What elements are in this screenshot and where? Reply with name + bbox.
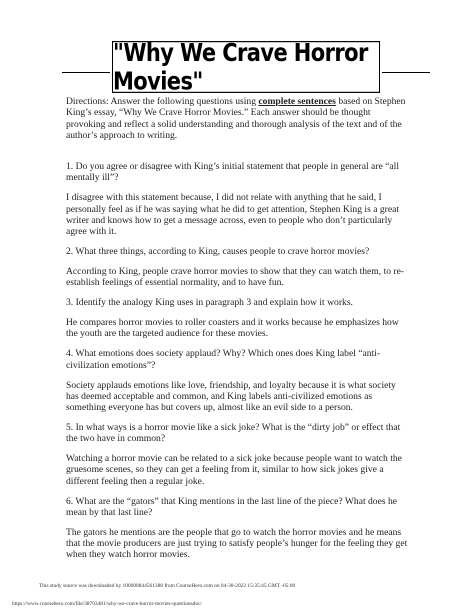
directions-emphasis: complete sentences — [258, 96, 336, 107]
directions-prefix: Directions: Answer the following questions using — [66, 96, 259, 107]
download-notice: This study source was downloaded by 100000844561388 from CourseHero.com on 04-30-2022 15:35:45 GMT -05:00 — [39, 583, 296, 589]
question-1: 1. Do you agree or disagree with King’s initial statement that people in general are “all mentally ill”? — [66, 161, 400, 184]
answer-5: Watching a horror movie can be related to a sick joke because people want to watch the gruesome scenes, so they can get a feeling from it, similar to how sick jokes give a different feeling then a regular joke. — [66, 453, 402, 487]
answer-3: He compares horror movies to roller coasters and it works because he emphasizes how the youth are the targeted audience for these movies. — [66, 317, 399, 340]
source-url-link[interactable]: https://www.coursehero.com/file/38703481/why-we-crave-horror-movies-questionsdoc/ — [12, 601, 202, 607]
document-body — [66, 96, 411, 569]
answer-1: I disagree with this statement because, I did not relate with anything that he said, I personally feel as if he was saying what he did to get attention, Stephen King is a great writer and knows how to get a message across, even to people who don’t particularly agree with it. — [66, 192, 400, 238]
title-rule-left — [62, 72, 110, 73]
answer-6: The gators he mentions are the people that go to watch the horror movies and he means that the movie producers are just trying to satisfy people’s hunger for the feeling they get when they watch horror movies. — [66, 526, 408, 561]
document-title: "Why We Crave Horror Movies" — [112, 41, 380, 93]
title-banner — [0, 38, 474, 98]
question-6: 6. What are the “gators” that King mentions in the last line of the piece? What does he mean by that last line? — [66, 495, 398, 518]
question-5: 5. In what ways is a horror movie like a sick joke? What is the “dirty job” or effect that the two have in common? — [66, 421, 401, 445]
directions-suffix: based on Stephen King’s essay, “Why We Crave Horror Movies.” Each answer should be thought provoking and reflect a solid understanding and thorough analysis of the text and of the author’s approach to writing. — [66, 96, 406, 141]
question-4: 4. What emotions does society applaud? Why? Which ones does King label “anti-civilization emotions”? — [66, 348, 381, 371]
question-2: 2. What three things, according to King, causes people to crave horror movies? — [66, 246, 370, 258]
answer-2: According to King, people crave horror movies to show that they can watch them, to re-establish feelings of essential normality, and to have fun. — [66, 266, 405, 289]
directions-paragraph — [66, 96, 411, 141]
question-3: 3. Identify the analogy King uses in paragraph 3 and explain how it works. — [66, 297, 353, 309]
answer-4: Society applauds emotions like love, friendship, and loyalty because it is what society has deemed acceptable and common, and King labels anti-civilized emotions as something everyone has but covers up, almost like an evil side to a person. — [66, 379, 396, 414]
title-rule-right — [382, 72, 430, 73]
